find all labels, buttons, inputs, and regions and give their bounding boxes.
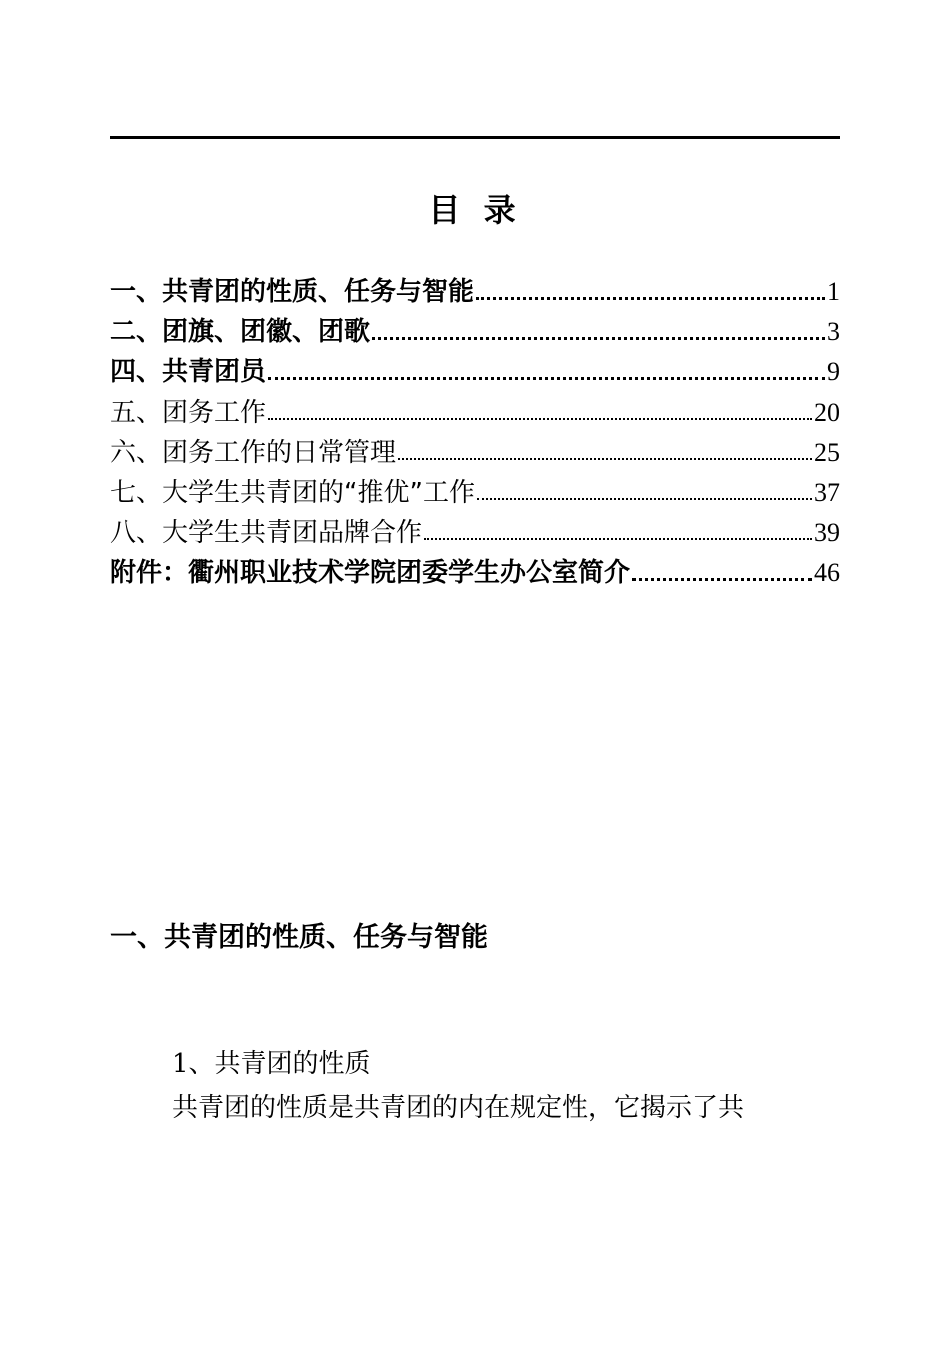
toc-leader-dots bbox=[632, 578, 812, 581]
subsection-heading: 1、共青团的性质 bbox=[172, 1049, 371, 1079]
toc-title: 目 录 bbox=[428, 191, 522, 229]
body-paragraph: 共青团的性质是共青团的内在规定性，它揭示了共 bbox=[172, 1093, 745, 1123]
toc-entry[interactable] bbox=[110, 272, 840, 312]
toc-entry-page: 46 bbox=[814, 558, 840, 588]
toc-leader-dots bbox=[268, 418, 812, 420]
toc-entry-page: 9 bbox=[827, 357, 840, 387]
toc-leader-dots bbox=[372, 337, 825, 340]
toc-entry-label: 四、共青团员 bbox=[110, 357, 267, 388]
toc-entry[interactable] bbox=[110, 513, 840, 553]
toc-leader-dots bbox=[477, 498, 812, 500]
toc-entry-page: 1 bbox=[827, 277, 840, 306]
toc-entry-label: 一、共青团的性质、任务与智能 bbox=[110, 277, 475, 307]
toc-entry[interactable] bbox=[110, 553, 840, 593]
toc-entry-label: 八、大学生共青团品牌合作 bbox=[110, 518, 423, 549]
toc-entry[interactable] bbox=[110, 393, 840, 433]
table-of-contents bbox=[110, 272, 840, 594]
section-heading: 一、共青团的性质、任务与智能 bbox=[110, 922, 488, 953]
toc-leader-dots bbox=[398, 458, 812, 460]
toc-entry-label: 附件：衢州职业技术学院团委学生办公室简介 bbox=[110, 558, 631, 589]
toc-leader-dots bbox=[476, 297, 825, 300]
toc-leader-dots bbox=[424, 538, 812, 540]
toc-entry-label: 六、团务工作的日常管理 bbox=[110, 437, 397, 468]
toc-entry[interactable] bbox=[110, 352, 840, 392]
toc-entry[interactable] bbox=[110, 312, 840, 352]
toc-entry-page: 37 bbox=[814, 477, 840, 507]
toc-entry-label: 二、团旗、团徽、团歌 bbox=[110, 317, 371, 348]
toc-entry-label: 七、大学生共青团的“推优”工作 bbox=[110, 477, 475, 508]
toc-entry-label: 五、团务工作 bbox=[110, 397, 267, 428]
toc-entry[interactable] bbox=[110, 473, 840, 513]
toc-entry[interactable] bbox=[110, 433, 840, 473]
toc-entry-page: 25 bbox=[814, 437, 840, 467]
toc-leader-dots bbox=[268, 377, 825, 380]
toc-entry-page: 20 bbox=[814, 397, 840, 427]
toc-entry-page: 3 bbox=[827, 317, 840, 347]
top-rule bbox=[110, 136, 840, 139]
toc-entry-page: 39 bbox=[814, 518, 840, 548]
